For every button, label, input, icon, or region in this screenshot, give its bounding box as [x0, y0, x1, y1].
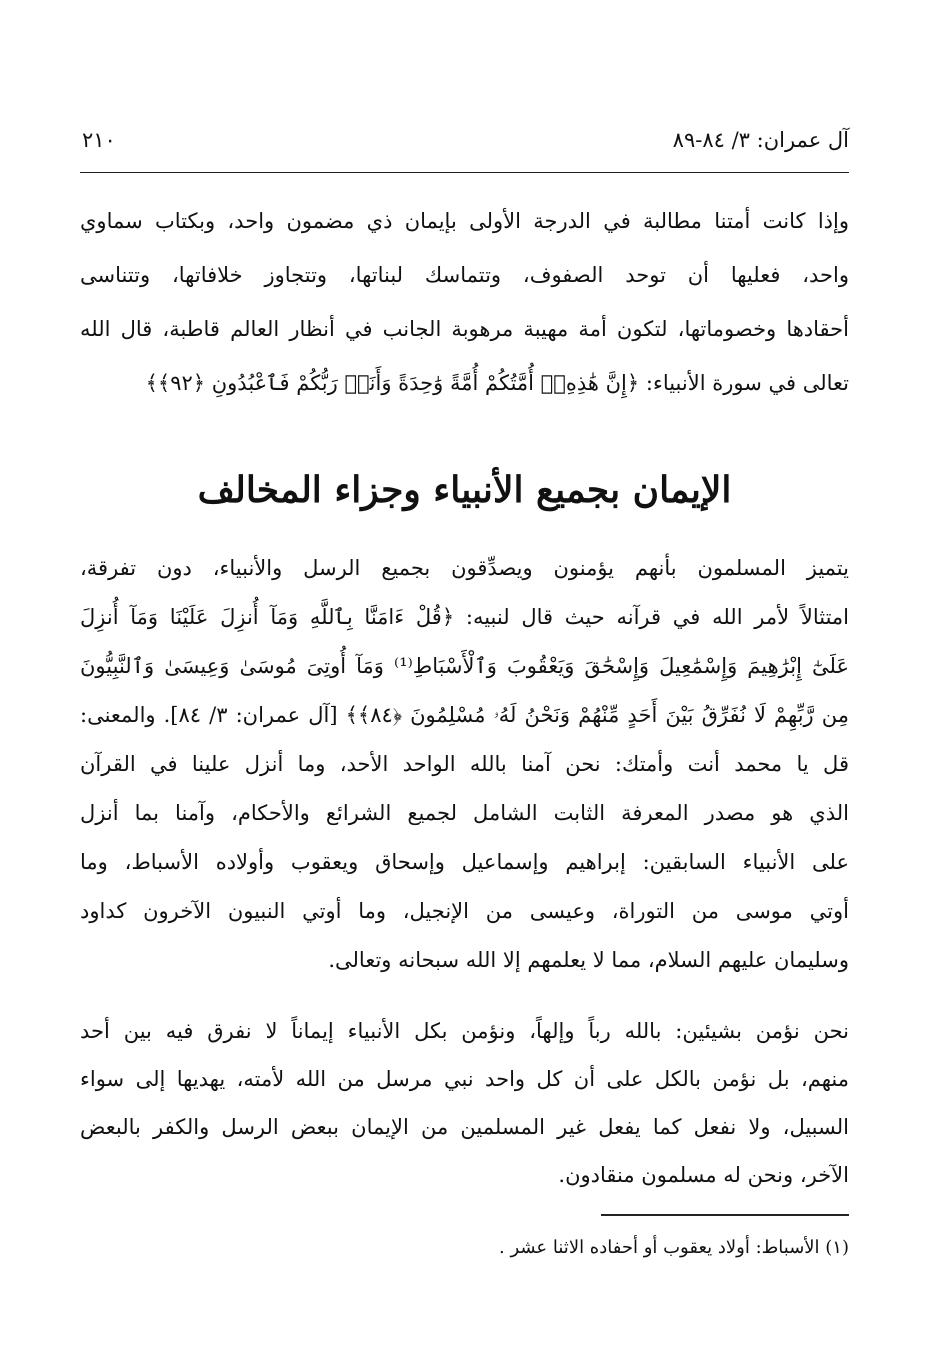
text-line: نحن نؤمن بشيئين: بالله رباً وإلهاً، ونؤمن بكل الأنبياء إيماناً لا نفرق فيه بين أحد — [80, 1019, 849, 1043]
text-line: أحقادها وخصوماتها، لتكون أمة مهيبة مرهوبة الجانب في أنظار العالم قاطبة، قال الله — [80, 317, 849, 341]
text-line: يتميز المسلمون بأنهم يؤمنون ويصدِّقون بجميع الرسل والأنبياء، دون تفرقة، — [80, 556, 849, 580]
footnote: (١) الأسباط: أولاد يعقوب أو أحفاده الاثنا عشر . — [499, 1237, 849, 1258]
text-line: منهم، بل نؤمن بالكل على أن كل واحد نبي مرسل من الله لأمته، يهديها إلى سواء — [80, 1067, 849, 1091]
text-line: عَلَىٰٓ إِبْرَٰهِيمَ وَإِسْمَٰعِيلَ وَإِسْحَٰقَ وَيَعْقُوبَ وَٱلْأَسْبَاطِ⁽¹⁾ وَمَآ أُوتِىَ مُوسَىٰ وَعِيسَىٰ وَٱلنَّبِيُّونَ — [80, 654, 849, 678]
text-line: واحد، فعليها أن توحد الصفوف، وتتماسك لبناتها، وتتجاوز خلافاتها، وتتناسى — [80, 263, 849, 287]
footnote-divider — [601, 1214, 849, 1216]
page-number: ٢١٠ — [82, 128, 116, 152]
text-line: السبيل، ولا نفعل كما يفعل غير المسلمين من الإيمان ببعض الرسل والكفر بالبعض — [80, 1115, 849, 1139]
text-line: قل يا محمد أنت وأمتك: نحن آمنا بالله الواحد الأحد، وما أنزل علينا في القرآن — [80, 752, 849, 776]
text-line: تعالى في سورة الأنبياء: ﴿إِنَّ هَٰذِهِۦٓ أُمَّتُكُمْ أُمَّةً وَٰحِدَةً وَأَنَا۠ رَبُّكُمْ فَٱعْبُدُونِ ﴿٩٢﴾﴾ — [145, 371, 849, 395]
section-title: الإيمان بجميع الأنبياء وجزاء المخالف — [197, 469, 732, 511]
text-line: أوتي موسى من التوراة، وعيسى من الإنجيل، وما أوتي النبيون الآخرون كداود — [80, 899, 849, 923]
text-line: وإذا كانت أمتنا مطالبة في الدرجة الأولى بإيمان ذي مضمون واحد، وبكتاب سماوي — [80, 209, 849, 233]
main-paragraph — [80, 544, 849, 985]
text-line: الذي هو مصدر المعرفة الثابت الشامل لجميع الشرائع والأحكام، وآمنا بما أنزل — [80, 801, 849, 825]
closing-paragraph — [80, 1007, 849, 1199]
text-line: مِن رَّبِّهِمْ لَا نُفَرِّقُ بَيْنَ أَحَدٍ مِّنْهُمْ وَنَحْنُ لَهُۥ مُسْلِمُونَ ﴿٨٤﴾﴾ [آل عمران: ٣/ ٨٤]. والمعنى: — [80, 703, 849, 727]
text-line: امتثالاً لأمر الله في قرآنه حيث قال لنبيه: ﴿قُلْ ءَامَنَّا بِٱللَّهِ وَمَآ أُنزِلَ عَلَيْنَا وَمَآ أُنزِلَ — [80, 605, 849, 629]
header-divider — [80, 172, 849, 173]
intro-paragraph — [80, 194, 849, 410]
running-header — [82, 120, 849, 160]
surah-reference: آل عمران: ٣/ ٨٤-٨٩ — [672, 128, 849, 152]
text-line: الآخر، ونحن له مسلمون منقادون. — [558, 1163, 849, 1187]
text-line: وسليمان عليهم السلام، مما لا يعلمهم إلا الله سبحانه وتعالى. — [328, 948, 849, 972]
text-line: على الأنبياء السابقين: إبراهيم وإسماعيل وإسحاق ويعقوب وأولاده الأسباط، وما — [80, 850, 849, 874]
